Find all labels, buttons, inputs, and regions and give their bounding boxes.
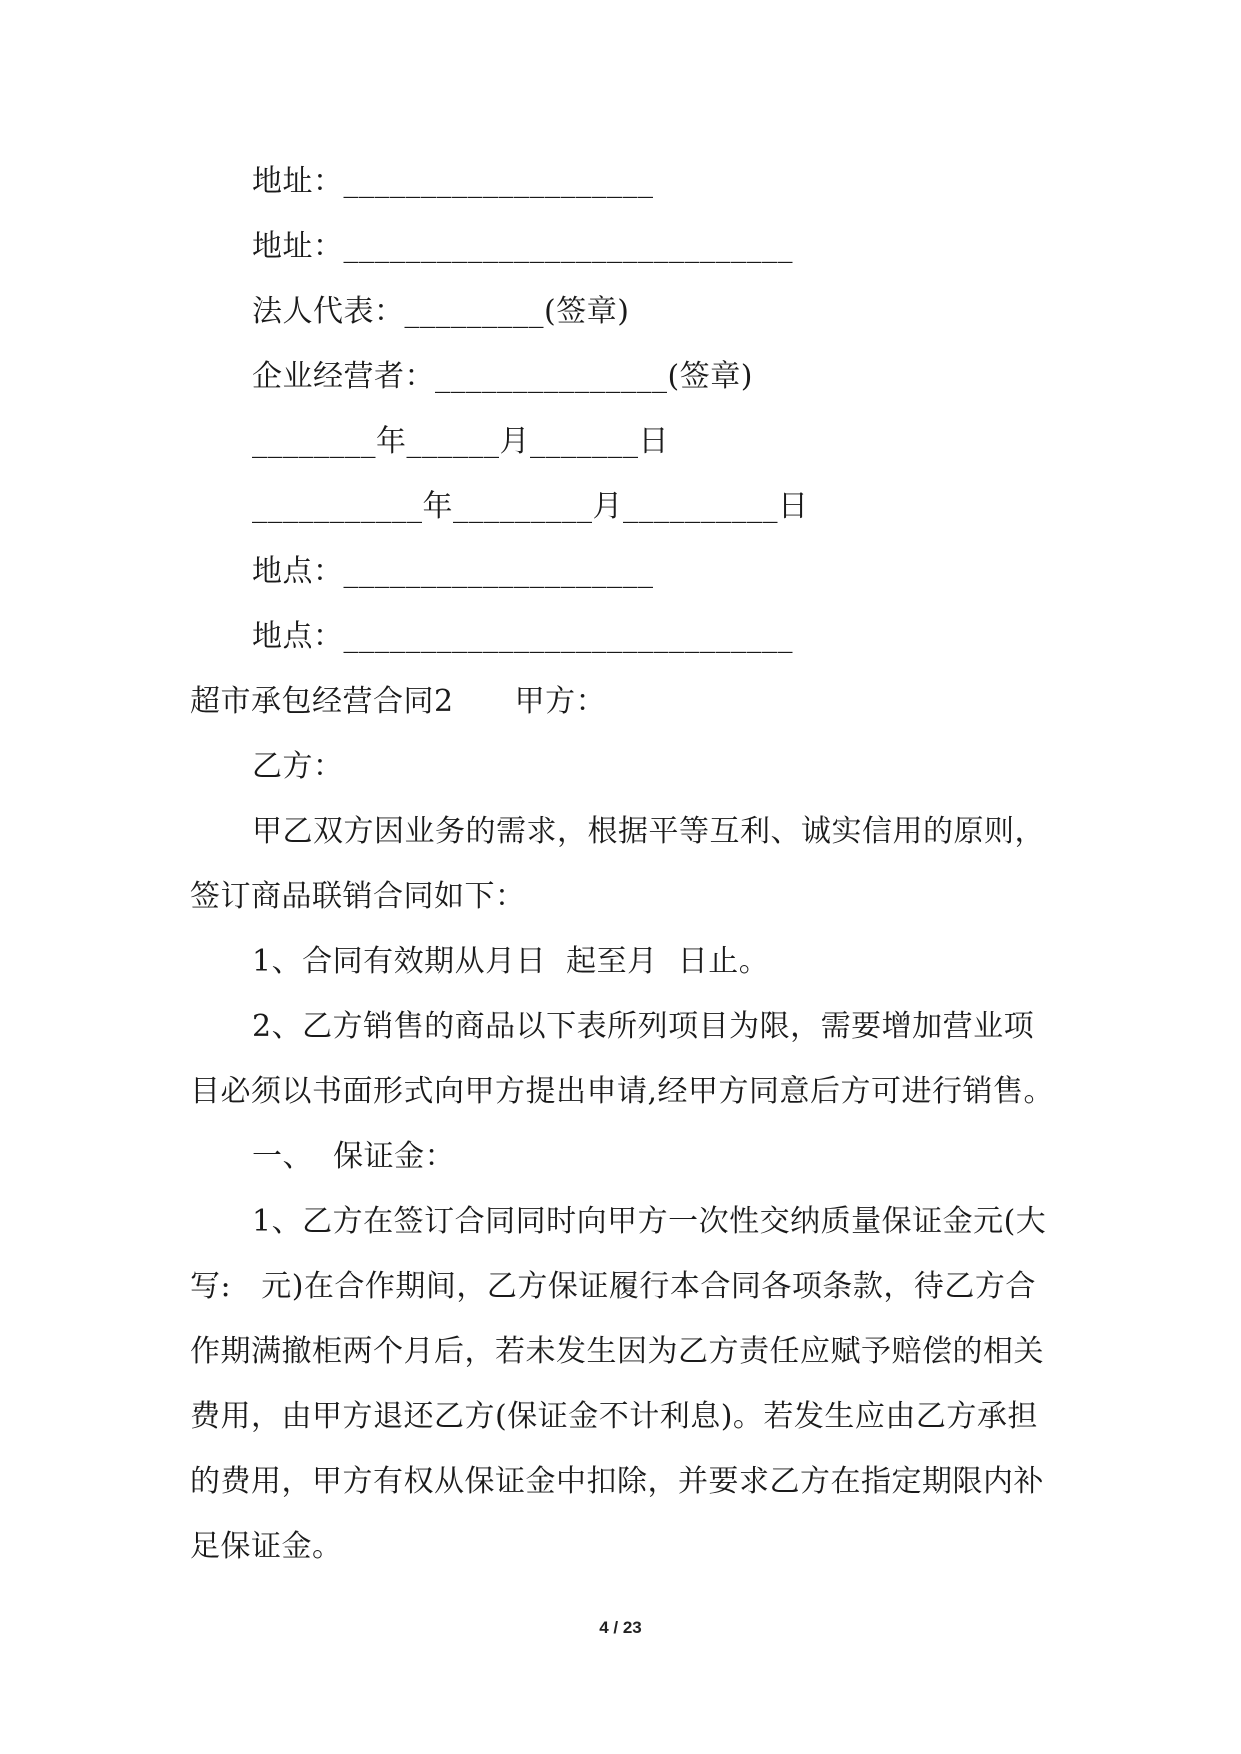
location-line-1: 地点：____________________ [252,554,654,589]
deposit-line-4: 费用，由甲方退还乙方(保证金不计利息)。若发生应由乙方承担 [190,1399,1038,1434]
address-line-2: 地址：_____________________________ [252,229,793,264]
clause-2-line-2: 目必须以书面形式向甲方提出申请,经甲方同意后方可进行销售。 [190,1074,1055,1109]
deposit-line-3: 作期满撤柜两个月后，若未发生因为乙方责任应赋予赔偿的相关 [190,1334,1044,1369]
party-b-line: 乙方： [252,749,344,784]
contract-title-line: 超市承包经营合同2 甲方： [190,684,607,719]
section-deposit-heading: 一、 保证金： [252,1139,456,1174]
legal-representative-line: 法人代表：_________(签章) [252,294,630,329]
clause-2-line-1: 2、乙方销售的商品以下表所列项目为限，需要增加营业项 [252,1009,1035,1044]
deposit-line-1: 1、乙方在签订合同同时向甲方一次性交纳质量保证金元(大 [252,1204,1047,1239]
clause-1-line: 1、合同有效期从月日 起至月 日止。 [252,944,770,979]
page-number: 4 / 23 [599,1618,642,1637]
preamble-line-1: 甲乙双方因业务的需求，根据平等互利、诚实信用的原则， [252,814,1045,849]
deposit-line-6: 足保证金。 [190,1529,343,1564]
location-line-2: 地点：_____________________________ [252,619,793,654]
address-line-1: 地址：____________________ [252,164,654,199]
deposit-line-2: 写: 元)在合作期间，乙方保证履行本合同各项条款，待乙方合 [190,1269,1036,1304]
date-line-2: ___________年_________月__________日 [252,489,809,524]
deposit-line-5: 的费用，甲方有权从保证金中扣除，并要求乙方在指定期限内补 [190,1464,1044,1499]
date-line-1: ________年______月_______日 [252,424,669,459]
business-operator-line: 企业经营者：_______________(签章) [252,359,753,394]
preamble-line-2: 签订商品联销合同如下： [190,879,526,914]
